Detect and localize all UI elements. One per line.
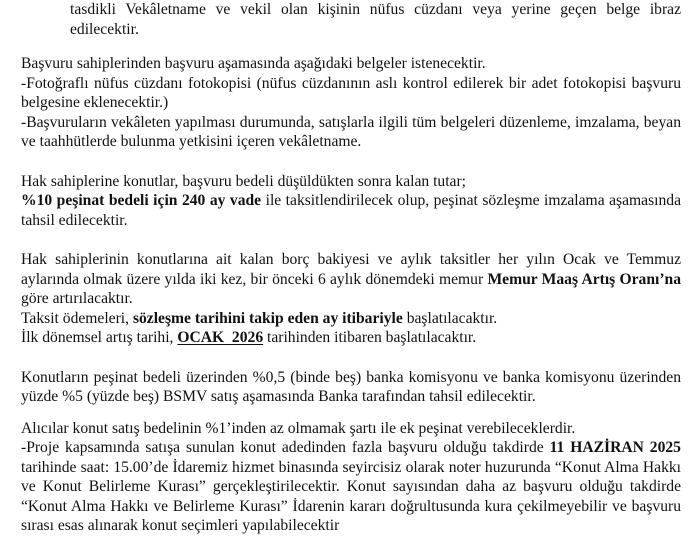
intro-line-2: edilecektir. — [70, 20, 139, 38]
payment-terms-rest: ile taksitlendirilecek olup, peşinat sözleşme imzalama aşamasında tahsil edilecektir. — [21, 192, 681, 229]
first-increase-date-value: OCAK 2026 — [177, 329, 264, 346]
debt-text-before: Hak sahiplerinin konutlarına ait kalan borç bakiyesi ve aylık taksitler her yılın Ocak ve Temmuz aylarında olmak üzere yılda iki kez, bir önceki 6 aylık dönemdeki memur — [21, 251, 681, 288]
docs-item-power-of-attorney: -Başvuruların vekâleten yapılması durumunda, satışlarla ilgili tüm belgeleri düzenleme, imzalama, beyan ve taahhütlerde bulunma yetkisini içeren vekâletname. — [21, 113, 681, 150]
first-increase-date — [21, 328, 681, 348]
installment-start — [21, 309, 681, 329]
installment-text-before: Taksit ödemeleri, — [21, 309, 133, 327]
first-increase-before: İlk dönemsel artış tarihi, — [21, 329, 178, 346]
intro-line-1: tasdikli Vekâletname ve vekil olan kişinin nüfus cüzdanı veya yerine geçen belge ibraz — [70, 1, 681, 18]
docs-intro: Başvuru sahiplerinden başvuru aşamasında aşağıdaki belgeler istenecektir. — [21, 55, 486, 72]
first-increase-after: tarihinden itibaren başlatılacaktır. — [263, 329, 477, 346]
lottery-paragraph — [21, 438, 681, 536]
lottery-text-before: -Proje kapsamında satışa sunulan konut adedinden fazla başvuru olduğu takdirde — [21, 439, 550, 456]
payment-line-1: Hak sahiplerine konutlar, başvuru bedeli düşüldükten sonra kalan tutar; — [21, 172, 466, 190]
lottery-text-after: tarihinde saat: 15.00’de İdaremiz hizmet binasında seyircisiz olarak noter huzurunda “Konut Alma Hakkı ve Konut Belirleme Kurası” gerçekleştirilecektir. Konut sayısından daha az başvuru olduğu takdirde “Konut Alma Hakkı ve Belirleme Kurası” İdarenin kararı doğrultusunda kura çekilmeyebilir ve başvuru sırası esas alınarak konut seçimleri yapılabilecektir — [21, 458, 681, 534]
lottery-date-bold: 11 HAZİRAN 2025 — [549, 439, 681, 456]
debt-rate-bold: Memur Maaş Artış Oranı’na — [487, 270, 682, 288]
document-page — [21, 0, 681, 536]
extra-down-payment: Alıcılar konut satış bedelinin %1’inden az olmamak şartı ile ek peşinat verebileceklerdir. — [21, 419, 576, 437]
installment-bold: sözleşme tarihini takip eden ay itibariyle — [132, 309, 403, 327]
bank-commission-paragraph: Konutların peşinat bedeli üzerinden %0,5 (binde beş) banka komisyonu ve banka komisyonu üzerinden yüzde %5 (yüzde beş) BSMV satış aşamasında Banka tarafından tahsil edilecektir. — [21, 368, 681, 405]
installment-text-after: başlatılacaktır. — [402, 309, 498, 327]
payment-terms — [21, 191, 681, 230]
debt-increase-paragraph — [21, 250, 681, 309]
docs-item-id-copy: -Fotoğraflı nüfus cüzdanı fotokopisi (nüfus cüzdanının aslı kontrol edilerek bir adet fotokopisi başvuru belgesine eklenecektir.) — [21, 74, 681, 111]
payment-terms-bold: %10 peşinat bedeli için 240 ay vade — [21, 192, 262, 209]
debt-text-after: göre artırılacaktır. — [21, 290, 133, 307]
